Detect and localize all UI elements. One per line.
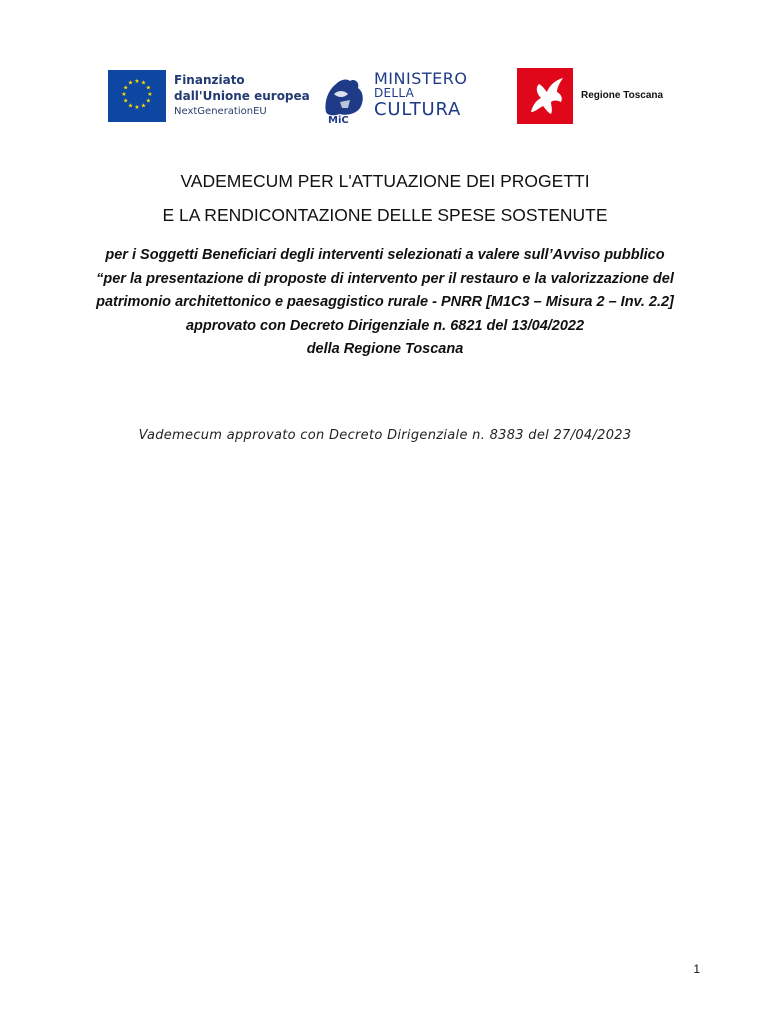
eu-text-line-1: Finanziato (174, 73, 245, 87)
eu-funding-text (174, 72, 310, 120)
title-line-2: E LA RENDICONTAZIONE DELLE SPESE SOSTENUTE (162, 205, 608, 225)
subtitle-line-4: approvato con Decreto Dirigenziale n. 6821 del 13/04/2022 (185, 317, 585, 334)
svg-text:★: ★ (127, 102, 134, 110)
document-title (40, 164, 730, 232)
regione-toscana-label: Regione Toscana (581, 90, 664, 101)
svg-text:★: ★ (145, 84, 151, 92)
mic-text-line-1: MINISTERO (374, 69, 468, 88)
svg-text:★: ★ (140, 102, 147, 110)
svg-text:★: ★ (145, 97, 151, 105)
mic-emblem-label: MiC (328, 115, 349, 124)
ministero-cultura-logo (320, 70, 480, 126)
eu-flag-icon (108, 70, 166, 122)
subtitle-line-1: per i Soggetti Beneficiari degli interventi selezionati a valere sull’Avviso pubblico (105, 247, 665, 263)
svg-text:★: ★ (147, 91, 153, 98)
subtitle-line-3: patrimonio architettonico e paesaggistico rurale - PNRR [M1C3 – Misura 2 – Inv. 2.2] (96, 294, 674, 310)
page-number: 1 (693, 962, 700, 976)
mic-text (374, 70, 467, 120)
eu-funding-logo (108, 70, 310, 124)
svg-text:★: ★ (134, 78, 140, 85)
title-line-1: VADEMECUM PER L'ATTUAZIONE DEI PROGETTI (180, 171, 590, 191)
svg-text:★: ★ (123, 97, 129, 105)
pegasus-emblem-icon (517, 68, 573, 124)
subtitle-line-5: della Regione Toscana (306, 341, 464, 357)
subtitle-line-2: “per la presentazione di proposte di intervento per il restauro e la valorizzazione del (96, 270, 674, 287)
mic-text-line-2: DELLA (374, 86, 415, 100)
svg-text:★: ★ (121, 91, 127, 98)
eu-text-line-3: NextGenerationEU (174, 106, 267, 117)
regione-toscana-logo (517, 68, 677, 126)
approval-note: Vademecum approvato con Decreto Dirigenziale n. 8383 del 27/04/2023 (138, 428, 632, 443)
mic-text-line-3: CULTURA (374, 99, 462, 120)
svg-text:★: ★ (123, 84, 129, 92)
svg-text:★: ★ (134, 104, 140, 111)
mic-emblem-icon (320, 72, 368, 124)
svg-text:★: ★ (127, 79, 134, 87)
document-subtitle (30, 244, 740, 362)
eu-text-line-2: dall'Unione europea (174, 89, 310, 103)
svg-text:★: ★ (140, 79, 147, 87)
